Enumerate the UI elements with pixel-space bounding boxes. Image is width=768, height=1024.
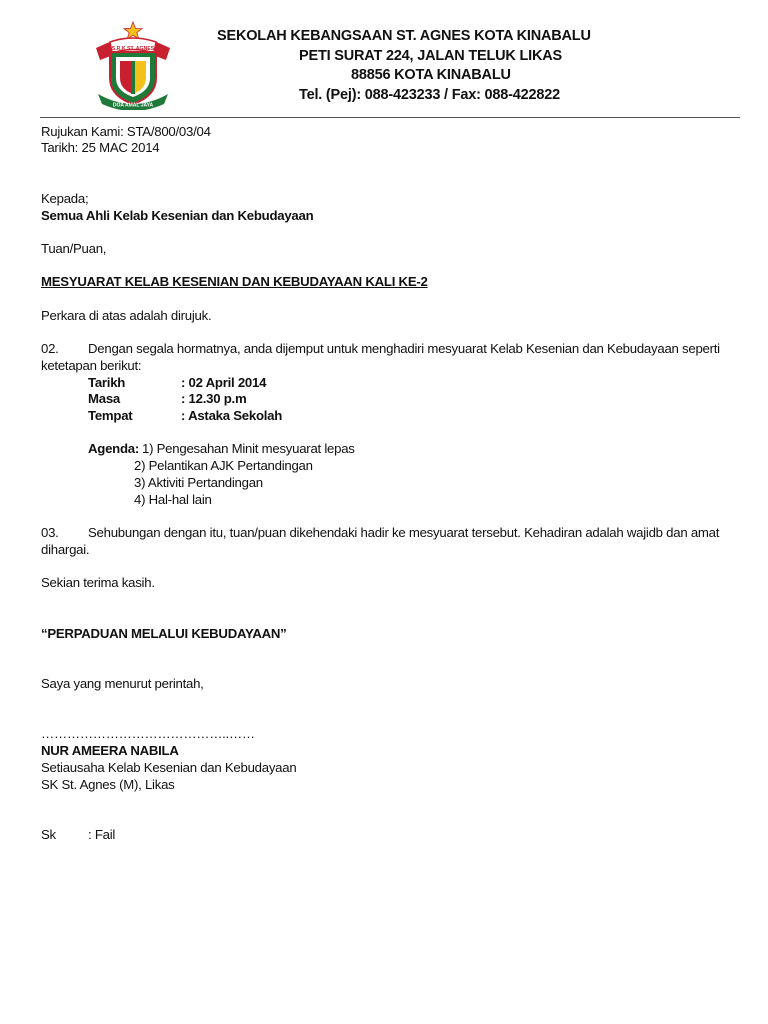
signature-dots: ……………………………………..…… [41,726,255,741]
para3-line2: dihargai. [41,542,90,557]
signer-title: Setiausaha Kelab Kesenian dan Kebudayaan [41,760,297,775]
agenda-label: Agenda: [88,441,139,456]
para2-number: 02. [41,341,59,356]
address-line-2: 88856 KOTA KINABALU [351,67,511,83]
phone-fax: Tel. (Pej): 088-423233 / Fax: 088-422822 [299,87,560,103]
cc-value: : Fail [88,827,116,842]
detail-label-date: Tarikh [88,375,126,390]
closing-text: Sekian terima kasih. [41,575,155,590]
address-line-1: PETI SURAT 224, JALAN TELUK LIKAS [299,48,563,64]
agenda-item: 1) Pengesahan Minit mesyuarat lepas [142,441,355,456]
detail-label-place: Tempat [88,408,133,423]
detail-value-time: : 12.30 p.m [181,391,247,406]
reference-number: Rujukan Kami: STA/800/03/04 [41,124,211,139]
detail-label-time: Masa [88,391,120,406]
letter-date: Tarikh: 25 MAC 2014 [41,140,160,155]
agenda-item: 3) Aktiviti Pertandingan [134,475,263,490]
slogan: “PERPADUAN MELALUI KEBUDAYAAN” [41,626,287,641]
signer-org: SK St. Agnes (M), Likas [41,777,175,792]
intro-text: Perkara di atas adalah dirujuk. [41,308,212,323]
para3-number: 03. [41,525,59,540]
para2-line1: Dengan segala hormatnya, anda dijemput untuk menghadiri mesyuarat Kelab Kesenian dan Kebudayaan seperti [88,341,720,356]
agenda-item: 4) Hal-hal lain [134,492,212,507]
signer-name: NUR AMEERA NABILA [41,743,179,758]
sign-off: Saya yang menurut perintah, [41,676,204,691]
detail-value-date: : 02 April 2014 [181,375,267,390]
school-crest-logo [92,20,174,110]
salutation: Tuan/Puan, [41,241,107,256]
star-icon [124,22,142,39]
logo-top-text: S.R.K ST. AGNES [111,46,155,52]
recipient-name: Semua Ahli Kelab Kesenian dan Kebudayaan [41,208,314,223]
cc-label: Sk [41,827,56,842]
para3-line1: Sehubungan dengan itu, tuan/puan dikehendaki hadir ke mesyuarat tersebut. Kehadiran adalah wajidb dan amat [88,525,720,540]
logo-motto-text: DOA AMAL JAYA [112,102,154,109]
letter-subject: MESYUARAT KELAB KESENIAN DAN KEBUDAYAAN KALI KE-2 [41,274,428,289]
to-label: Kepada; [41,191,89,206]
header-divider [40,117,740,118]
school-name: SEKOLAH KEBANGSAAN ST. AGNES KOTA KINABALU [217,28,591,44]
detail-value-place: : Astaka Sekolah [181,408,283,423]
agenda-item: 2) Pelantikan AJK Pertandingan [134,458,313,473]
para2-line2: ketetapan berikut: [41,358,142,373]
